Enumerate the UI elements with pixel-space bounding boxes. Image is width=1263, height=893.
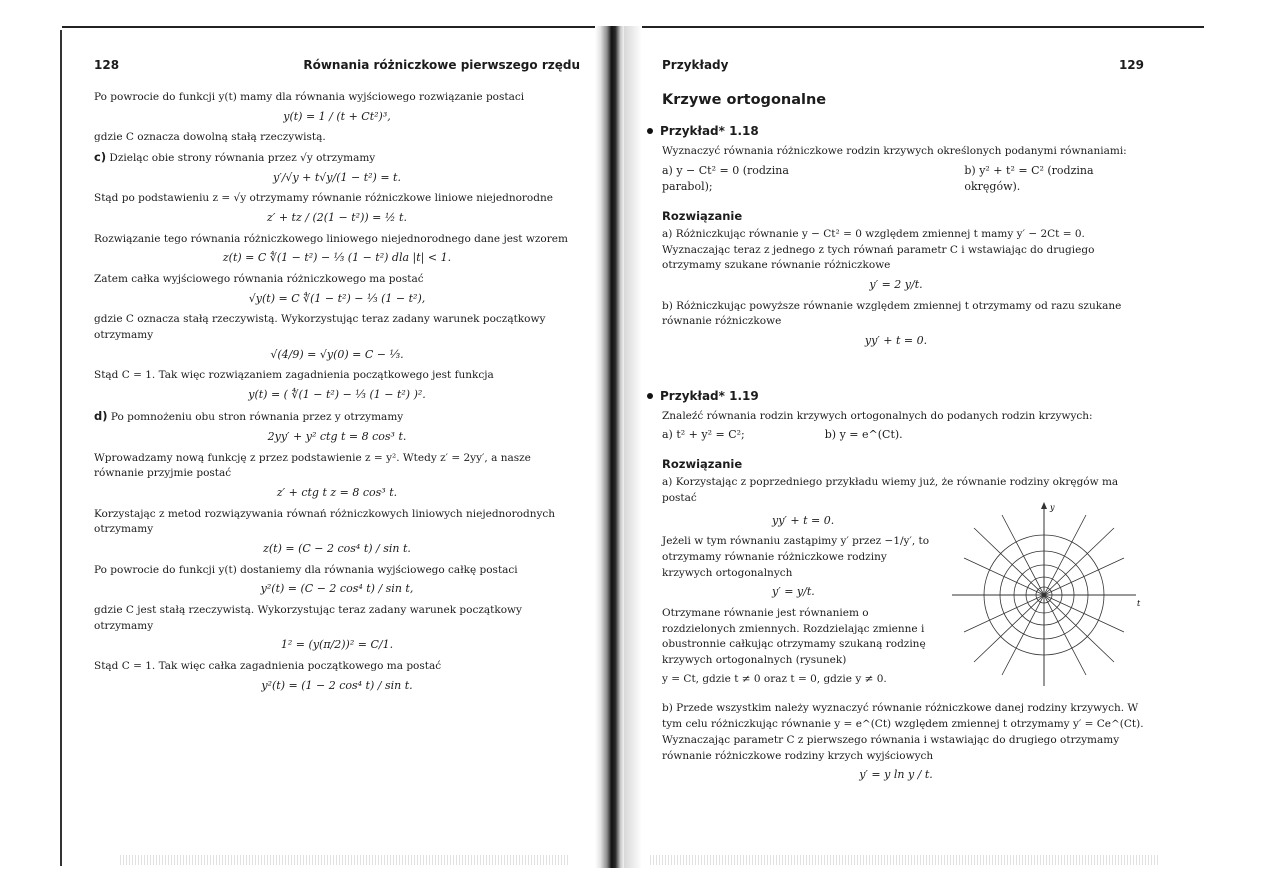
paragraph-text: Wprowadzamy nową funkcję z przez podstawienie z = y². Wtedy z′ = 2yy′, a nasze równanie przyjmie postać bbox=[94, 451, 531, 480]
y-axis-label: y bbox=[1050, 502, 1055, 512]
left-page-content bbox=[94, 90, 580, 694]
solution-b-text: b) Różniczkując powyższe równanie względem zmiennej t otrzymamy od razu szukane równanie różniczkowe bbox=[662, 299, 1122, 328]
paragraph-text: Stąd C = 1. Tak więc rozwiązaniem zagadnienia początkowego jest funkcja bbox=[94, 369, 494, 381]
orthogonal-curves-diagram bbox=[944, 500, 1144, 690]
item-b: b) y² + t² = C² (rodzina okręgów). bbox=[964, 163, 1094, 193]
paragraph bbox=[94, 451, 580, 483]
page-left-edge bbox=[60, 30, 62, 866]
y-axis-arrow-icon bbox=[1041, 502, 1047, 509]
item-b: b) y = e^(Ct). bbox=[824, 428, 903, 442]
equation-text: 1² = (y(π/2))² = C/1. bbox=[280, 638, 394, 652]
equation-text: y²(t) = (C − 2 cos⁴ t) / sin t, bbox=[260, 582, 414, 596]
t-axis-label: t bbox=[1137, 598, 1141, 608]
paragraph bbox=[94, 272, 580, 288]
paragraph-text: Dzieląc obie strony równania przez √y otrzymamy bbox=[109, 152, 376, 164]
solution-heading: Rozwiązanie bbox=[662, 208, 743, 223]
scan-noise-right bbox=[650, 855, 1160, 865]
equation bbox=[94, 581, 580, 598]
book-spine-gradient bbox=[624, 26, 642, 868]
paragraph-text: Rozwiązanie tego równania różniczkowego liniowego niejednorodnego dane jest wzorem bbox=[94, 232, 568, 245]
paragraph-text: Stąd po podstawieniu z = √y otrzymamy równanie różniczkowe liniowe niejednorodne bbox=[94, 192, 553, 205]
item-a: a) y − Ct² = 0 (rodzina parabol); bbox=[662, 163, 789, 193]
paragraph bbox=[94, 232, 580, 248]
example-items bbox=[662, 163, 1144, 196]
equation bbox=[94, 429, 580, 446]
equation-text: y(t) = 1 / (t + Ct²)³, bbox=[283, 109, 391, 123]
paragraph-text: Korzystając z metod rozwiązywania równań różniczkowych liniowych niejednorodnych otrzymamy bbox=[94, 507, 556, 536]
orthogonal-curves-figure bbox=[944, 500, 1144, 696]
figure-block bbox=[662, 502, 1144, 696]
equation-text: z′ + ctg t z = 8 cos³ t. bbox=[276, 486, 398, 499]
equation-text: z(t) = C ∜(1 − t²) − ⅓ (1 − t²) dla |t| < 1. bbox=[222, 251, 452, 265]
figure-paragraph-1: Jeżeli w tym równaniu zastąpimy y′ przez −1/y′, to otrzymamy równanie różniczkowe rodziny krzywych ortogonalnych bbox=[662, 535, 930, 579]
paragraph-text: gdzie C oznacza stałą rzeczywistą. Wykorzystując teraz zadany warunek początkowy otrzymamy bbox=[94, 313, 546, 341]
example-title: Przykład* 1.19 bbox=[660, 388, 759, 403]
paragraph bbox=[94, 130, 580, 146]
left-page bbox=[94, 50, 580, 699]
figure-paragraph-2: Otrzymane równanie jest równaniem o rozdzielonych zmiennych. Rozdzielając zmienne i obustronnie całkując otrzymamy szukaną rodzinę krzywych ortogonalnych (rysunek) bbox=[662, 606, 926, 666]
paragraph bbox=[94, 408, 580, 426]
example-intro: Wyznaczyć równania różniczkowe rodzin krzywych określonych podanymi równaniami: bbox=[662, 144, 1127, 157]
paragraph-text: Zatem całka wyjściowego równania różniczkowego ma postać bbox=[94, 272, 424, 285]
solution-a-text: a) Korzystając z poprzedniego przykładu wiemy już, że równanie rodziny okręgów ma postać bbox=[662, 476, 1119, 504]
paragraph-text: gdzie C oznacza dowolną stałą rzeczywistą. bbox=[94, 131, 326, 144]
equation bbox=[94, 678, 580, 695]
equation-text: 2yy′ + y² ctg t = 8 cos³ t. bbox=[267, 430, 407, 443]
equation bbox=[94, 250, 580, 267]
paragraph-text: Po powrocie do funkcji y(t) mamy dla równania wyjściowego rozwiązanie postaci bbox=[94, 91, 525, 103]
solution-b-text: b) Przede wszystkim należy wyznaczyć równanie różniczkowe danej rodziny krzywych. W tym celu różniczkując równanie y = e^(Ct) względem zmiennej t otrzymamy y′ = Ce^(Ct). Wyznaczając parametr C z pierwszego równania i wstawiając do drugiego otrzymamy równanie różniczkowe rodziny krzych wyjściowych bbox=[662, 702, 1144, 762]
left-page-header bbox=[94, 56, 580, 72]
paragraph bbox=[94, 507, 580, 539]
paragraph-text: gdzie C jest stałą rzeczywistą. Wykorzystując teraz zadany warunek początkowy otrzymamy bbox=[94, 603, 522, 632]
subpart-label: c) bbox=[94, 150, 107, 164]
example-items bbox=[662, 427, 1144, 444]
equation bbox=[94, 291, 580, 308]
paragraph bbox=[94, 191, 580, 207]
equation bbox=[94, 170, 580, 187]
paragraph bbox=[94, 603, 580, 635]
solution-a-equation: y′ = 2 y/t. bbox=[869, 278, 923, 291]
paragraph bbox=[94, 659, 580, 675]
running-title-left: Równania różniczkowe pierwszego rzędu bbox=[303, 58, 580, 72]
page-number-right: 129 bbox=[1118, 58, 1144, 72]
paragraph-text: Po pomnożeniu obu stron równania przez y otrzymamy bbox=[110, 411, 404, 424]
equation-text: y²(t) = (1 − 2 cos⁴ t) / sin t. bbox=[261, 678, 413, 692]
equation-text: √y(t) = C ∜(1 − t²) − ⅓ (1 − t²), bbox=[248, 291, 426, 305]
solution-b-equation: yy′ + t = 0. bbox=[864, 334, 928, 347]
solution-heading: Rozwiązanie bbox=[662, 456, 743, 471]
paragraph-text: Stąd C = 1. Tak więc całka zagadnienia początkowego ma postać bbox=[94, 659, 442, 672]
example-title: Przykład* 1.18 bbox=[660, 123, 759, 138]
scan-noise-left bbox=[120, 855, 570, 865]
figure-text-column bbox=[662, 510, 934, 696]
equation-text: y′/√y + t√y/(1 − t²) = t. bbox=[273, 170, 401, 184]
right-page-header bbox=[648, 56, 1144, 72]
equation bbox=[94, 485, 580, 502]
solution-a-equation: yy′ + t = 0. bbox=[772, 513, 835, 527]
equation bbox=[94, 387, 580, 404]
solution-a-text: a) Różniczkując równanie y − Ct² = 0 względem zmiennej t mamy y′ − 2Ct = 0. Wyznaczając teraz z jednego z tych równań parametr C i wstawiając do drugiego otrzymamy szukane równanie różniczkowe bbox=[662, 227, 1095, 272]
subpart-label: d) bbox=[94, 409, 108, 424]
equation-text: z(t) = (C − 2 cos⁴ t) / sin t. bbox=[263, 542, 411, 555]
paragraph-text: Po powrocie do funkcji y(t) dostaniemy dla równania wyjściowego całkę postaci bbox=[94, 563, 518, 576]
equation bbox=[94, 637, 580, 654]
equation-text: y(t) = ( ∜(1 − t²) − ⅓ (1 − t²) )². bbox=[248, 387, 426, 401]
equation bbox=[94, 541, 580, 558]
page-number-left: 128 bbox=[94, 58, 120, 72]
example-heading-1-18 bbox=[648, 122, 1144, 140]
book-spine-shadow bbox=[595, 26, 625, 868]
paragraph bbox=[94, 90, 580, 106]
equation-text: √(4/9) = √y(0) = C − ⅓. bbox=[270, 347, 404, 361]
equation bbox=[94, 210, 580, 227]
section-title: Krzywe ortogonalne bbox=[662, 92, 827, 108]
paragraph bbox=[94, 149, 580, 167]
bullet-icon bbox=[647, 128, 653, 134]
solution-b-equation: y′ = y ln y / t. bbox=[859, 768, 933, 782]
equation-text: z′ + tz / (2(1 − t²)) = ½ t. bbox=[267, 211, 407, 224]
paragraph bbox=[94, 563, 580, 579]
running-title-right: Przykłady bbox=[662, 58, 729, 72]
equation bbox=[94, 109, 580, 126]
example-heading-1-19 bbox=[648, 387, 1144, 405]
right-page bbox=[648, 50, 1144, 789]
figure-equation: y′ = y/t. bbox=[772, 585, 815, 599]
example-intro: Znaleźć równania rodzin krzywych ortogonalnych do podanych rodzin krzywych: bbox=[662, 409, 1093, 422]
equation bbox=[94, 347, 580, 364]
bullet-icon bbox=[647, 393, 653, 399]
item-a: a) t² + y² = C²; bbox=[662, 428, 745, 442]
paragraph bbox=[94, 312, 580, 344]
figure-paragraph-3: y = Ct, gdzie t ≠ 0 oraz t = 0, gdzie y ≠ 0. bbox=[662, 672, 887, 685]
paragraph bbox=[94, 368, 580, 384]
